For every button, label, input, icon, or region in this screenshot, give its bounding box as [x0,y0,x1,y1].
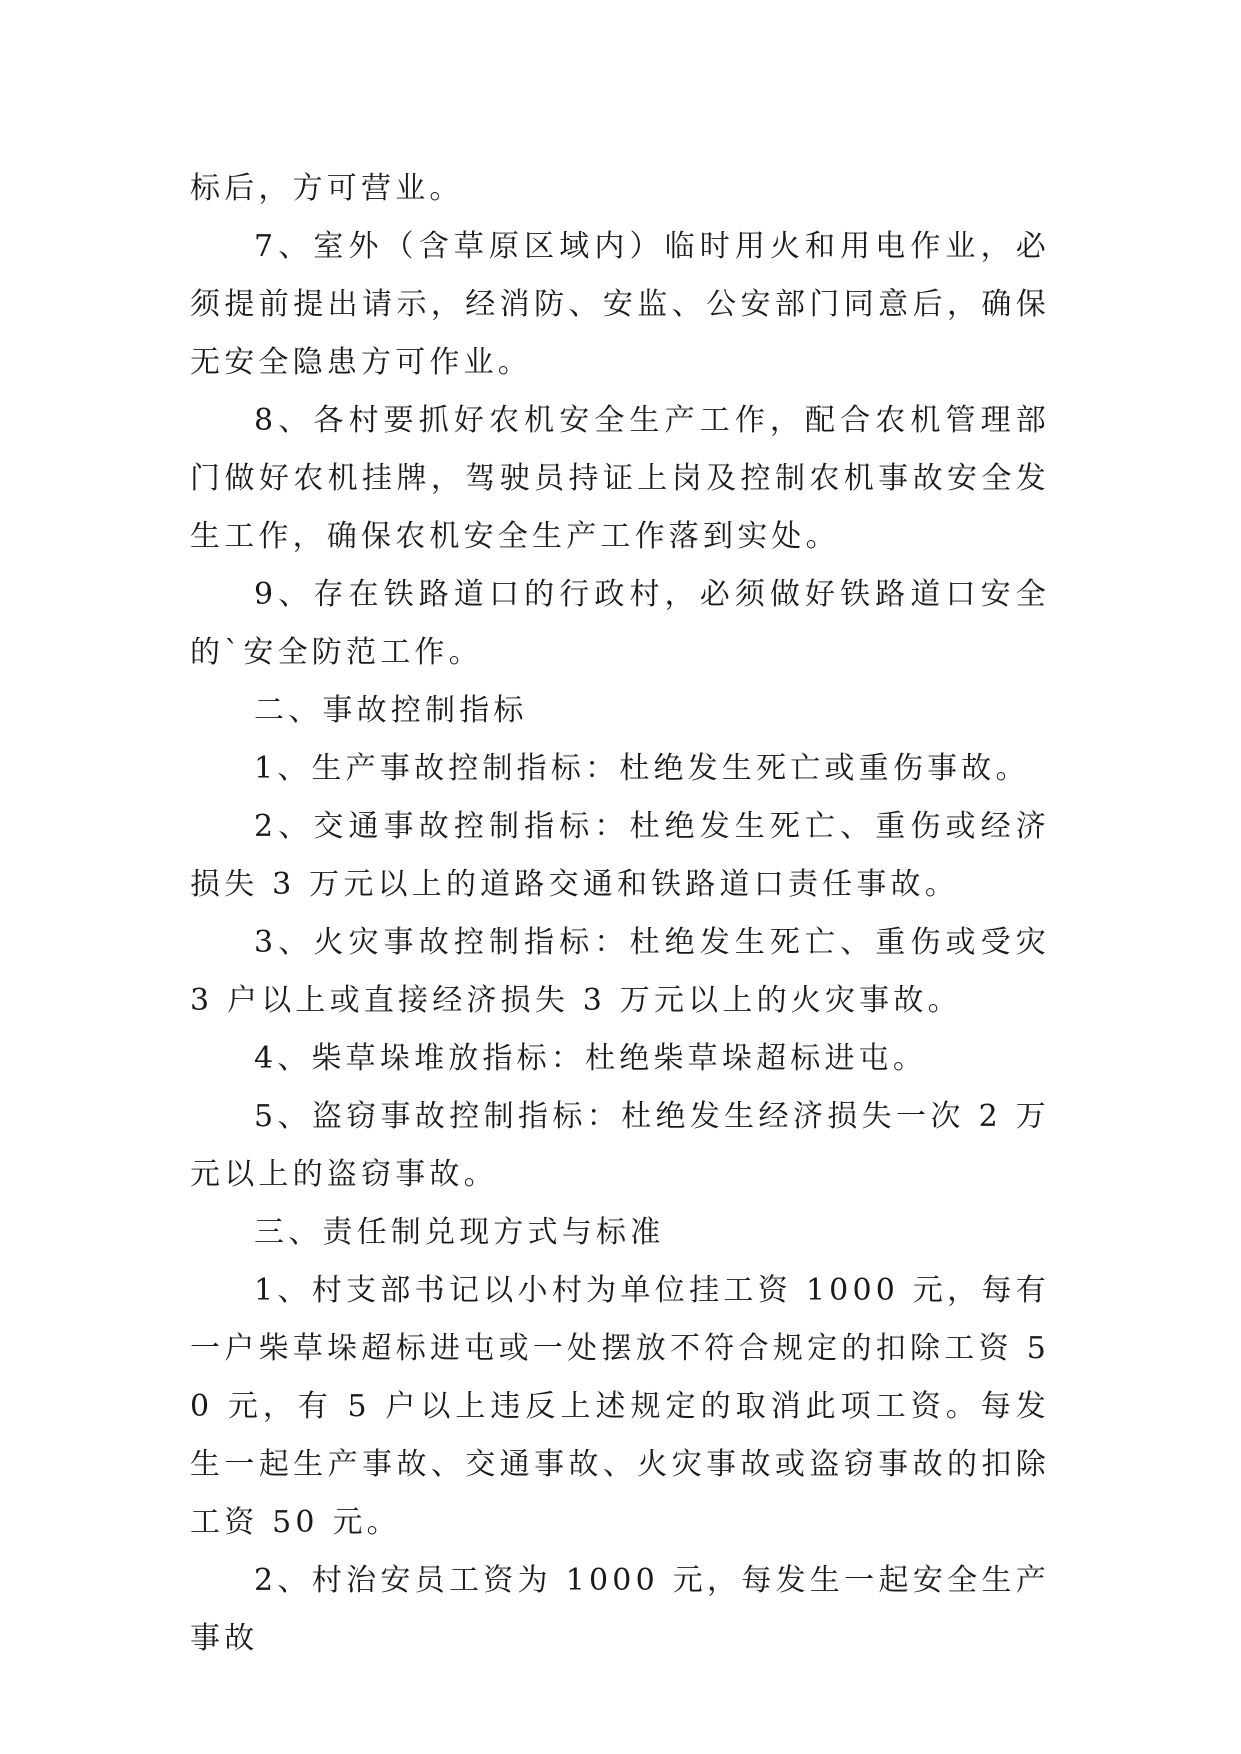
paragraph-indicator-4: 4、柴草垛堆放指标：杜绝柴草垛超标进屯。 [254,1041,928,1076]
paragraph-item-8: 8、各村要抓好农机安全生产工作，配合农机管理部门做好农机挂牌，驾驶员持证上岗及控制农机事故安全发生工作，确保农机安全生产工作落到实处。 [190,403,1050,554]
paragraph-item-9: 9、存在铁路道口的行政村，必须做好铁路道口安全的`安全防范工作。 [190,577,1050,670]
document-body [190,160,1050,1668]
paragraph-indicator-1: 1、生产事故控制指标：杜绝发生死亡或重伤事故。 [254,751,1030,786]
paragraph-intro-tail: 标后，方可营业。 [190,171,464,206]
section-heading-2: 二、事故控制指标 [254,693,528,728]
paragraph-indicator-2: 2、交通事故控制指标：杜绝发生死亡、重伤或经济损失 3 万元以上的道路交通和铁路道口责任事故。 [190,809,1050,902]
paragraph-standard-2: 2、村治安员工资为 1000 元，每发生一起安全生产事故 [190,1563,1050,1656]
section-heading-3: 三、责任制兑现方式与标准 [254,1215,665,1250]
paragraph-standard-1: 1、村支部书记以小村为单位挂工资 1000 元，每有一户柴草垛超标进屯或一处摆放不符合规定的扣除工资 50 元，有 5 户以上违反上述规定的取消此项工资。每发生一起生产事故、交通事故、火灾事故或盗窃事故的扣除工资 50 元。 [190,1273,1050,1540]
paragraph-item-7: 7、室外（含草原区域内）临时用火和用电作业，必须提前提出请示，经消防、安监、公安部门同意后，确保无安全隐患方可作业。 [190,229,1050,380]
paragraph-indicator-3: 3、火灾事故控制指标：杜绝发生死亡、重伤或受灾 3 户以上或直接经济损失 3 万元以上的火灾事故。 [190,925,1050,1018]
paragraph-indicator-5: 5、盗窃事故控制指标：杜绝发生经济损失一次 2 万元以上的盗窃事故。 [190,1099,1050,1192]
